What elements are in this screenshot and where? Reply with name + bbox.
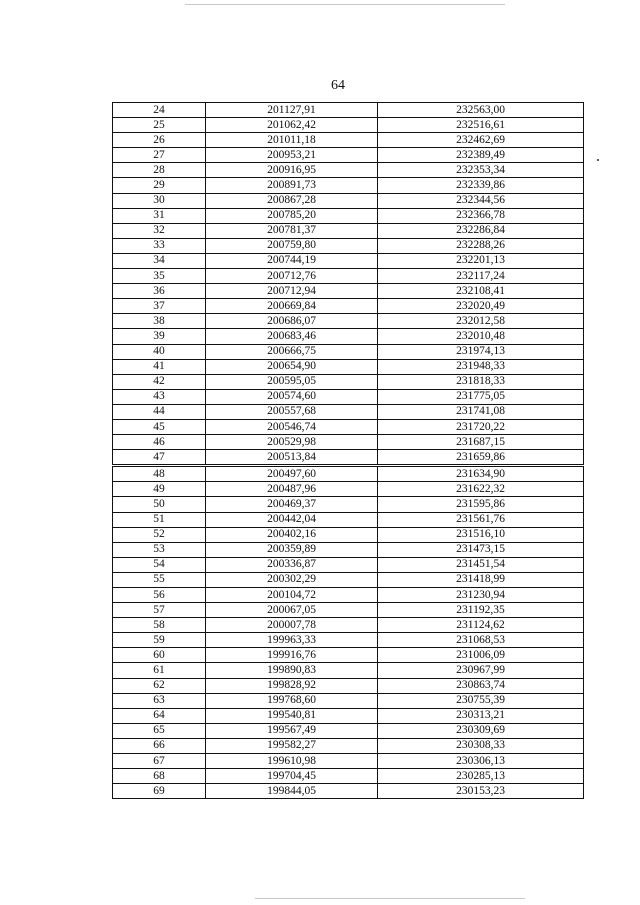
x-coordinate-cell: 200574,60 xyxy=(206,389,378,404)
point-number-cell: 49 xyxy=(113,482,206,497)
x-coordinate-cell: 200546,74 xyxy=(206,419,378,434)
table-row xyxy=(113,512,584,527)
y-coordinate-cell: 231418,99 xyxy=(378,572,584,587)
table-row xyxy=(113,118,584,133)
point-number-cell: 67 xyxy=(113,754,206,769)
point-number-cell: 45 xyxy=(113,419,206,434)
y-coordinate-cell: 230967,99 xyxy=(378,663,584,678)
x-coordinate-cell: 200712,76 xyxy=(206,269,378,284)
y-coordinate-cell: 230313,21 xyxy=(378,708,584,723)
y-coordinate-cell: 232389,49 xyxy=(378,148,584,163)
table-row xyxy=(113,784,584,799)
table-row xyxy=(113,299,584,314)
point-number-cell: 34 xyxy=(113,253,206,268)
point-number-cell: 46 xyxy=(113,435,206,450)
y-coordinate-cell: 230285,13 xyxy=(378,769,584,784)
x-coordinate-cell: 200104,72 xyxy=(206,588,378,603)
point-number-cell: 64 xyxy=(113,708,206,723)
point-number-cell: 50 xyxy=(113,497,206,512)
point-number-cell: 44 xyxy=(113,404,206,419)
x-coordinate-cell: 199540,81 xyxy=(206,708,378,723)
point-number-cell: 24 xyxy=(113,103,206,118)
point-number-cell: 61 xyxy=(113,663,206,678)
x-coordinate-cell: 200595,05 xyxy=(206,374,378,389)
y-coordinate-cell: 230755,39 xyxy=(378,693,584,708)
table-row xyxy=(113,178,584,193)
table-row xyxy=(113,450,584,466)
x-coordinate-cell: 200302,29 xyxy=(206,572,378,587)
y-coordinate-cell: 231595,86 xyxy=(378,497,584,512)
point-number-cell: 42 xyxy=(113,374,206,389)
table-row xyxy=(113,435,584,450)
y-coordinate-cell: 231741,08 xyxy=(378,404,584,419)
y-coordinate-cell: 231720,22 xyxy=(378,419,584,434)
point-number-cell: 59 xyxy=(113,633,206,648)
y-coordinate-cell: 231006,09 xyxy=(378,648,584,663)
x-coordinate-cell: 200683,46 xyxy=(206,329,378,344)
y-coordinate-cell: 231687,15 xyxy=(378,435,584,450)
x-coordinate-cell: 201011,18 xyxy=(206,133,378,148)
table-row xyxy=(113,374,584,389)
table-row xyxy=(113,163,584,178)
x-coordinate-cell: 200712,94 xyxy=(206,284,378,299)
x-coordinate-cell: 199582,27 xyxy=(206,738,378,753)
y-coordinate-cell: 230308,33 xyxy=(378,738,584,753)
table-row xyxy=(113,329,584,344)
y-coordinate-cell: 232344,56 xyxy=(378,193,584,208)
x-coordinate-cell: 200744,19 xyxy=(206,253,378,268)
x-coordinate-cell: 200442,04 xyxy=(206,512,378,527)
y-coordinate-cell: 231659,86 xyxy=(378,450,584,466)
y-coordinate-cell: 231230,94 xyxy=(378,588,584,603)
y-coordinate-cell: 232020,49 xyxy=(378,299,584,314)
table-row xyxy=(113,618,584,633)
point-number-cell: 54 xyxy=(113,557,206,572)
y-coordinate-cell: 231561,76 xyxy=(378,512,584,527)
point-number-cell: 56 xyxy=(113,588,206,603)
table-row xyxy=(113,193,584,208)
y-coordinate-cell: 232117,24 xyxy=(378,269,584,284)
y-coordinate-cell: 231775,05 xyxy=(378,389,584,404)
x-coordinate-cell: 200497,60 xyxy=(206,466,378,482)
x-coordinate-cell: 200867,28 xyxy=(206,193,378,208)
y-coordinate-cell: 231818,33 xyxy=(378,374,584,389)
point-number-cell: 57 xyxy=(113,603,206,618)
y-coordinate-cell: 230153,23 xyxy=(378,784,584,799)
table-row xyxy=(113,404,584,419)
table-row xyxy=(113,723,584,738)
point-number-cell: 47 xyxy=(113,450,206,466)
y-coordinate-cell: 232462,69 xyxy=(378,133,584,148)
x-coordinate-cell: 199704,45 xyxy=(206,769,378,784)
y-coordinate-cell: 231622,32 xyxy=(378,482,584,497)
table-row xyxy=(113,103,584,118)
point-number-cell: 66 xyxy=(113,738,206,753)
table-row xyxy=(113,389,584,404)
x-coordinate-cell: 199828,92 xyxy=(206,678,378,693)
table-row xyxy=(113,663,584,678)
table-row xyxy=(113,133,584,148)
point-number-cell: 41 xyxy=(113,359,206,374)
x-coordinate-cell: 200891,73 xyxy=(206,178,378,193)
y-coordinate-cell: 232339,86 xyxy=(378,178,584,193)
table-row xyxy=(113,359,584,374)
x-coordinate-cell: 200953,21 xyxy=(206,148,378,163)
point-number-cell: 27 xyxy=(113,148,206,163)
y-coordinate-cell: 230863,74 xyxy=(378,678,584,693)
y-coordinate-cell: 232010,48 xyxy=(378,329,584,344)
table-row xyxy=(113,769,584,784)
y-coordinate-cell: 231192,35 xyxy=(378,603,584,618)
y-coordinate-cell: 231068,53 xyxy=(378,633,584,648)
point-number-cell: 30 xyxy=(113,193,206,208)
table-row xyxy=(113,678,584,693)
y-coordinate-cell: 232353,34 xyxy=(378,163,584,178)
table-row xyxy=(113,497,584,512)
table-row xyxy=(113,557,584,572)
point-number-cell: 35 xyxy=(113,269,206,284)
y-coordinate-cell: 230306,13 xyxy=(378,754,584,769)
x-coordinate-cell: 200916,95 xyxy=(206,163,378,178)
table-row xyxy=(113,603,584,618)
x-coordinate-cell: 200686,07 xyxy=(206,314,378,329)
page-number: 64 xyxy=(331,78,345,93)
x-coordinate-cell: 200557,68 xyxy=(206,404,378,419)
x-coordinate-cell: 200759,80 xyxy=(206,238,378,253)
y-coordinate-cell: 231974,13 xyxy=(378,344,584,359)
table-row xyxy=(113,527,584,542)
point-number-cell: 51 xyxy=(113,512,206,527)
table-row xyxy=(113,588,584,603)
x-coordinate-cell: 199916,76 xyxy=(206,648,378,663)
point-number-cell: 36 xyxy=(113,284,206,299)
y-coordinate-cell: 230309,69 xyxy=(378,723,584,738)
table-row xyxy=(113,314,584,329)
point-number-cell: 26 xyxy=(113,133,206,148)
table-row xyxy=(113,419,584,434)
point-number-cell: 37 xyxy=(113,299,206,314)
point-number-cell: 25 xyxy=(113,118,206,133)
x-coordinate-cell: 200513,84 xyxy=(206,450,378,466)
point-number-cell: 52 xyxy=(113,527,206,542)
table-row xyxy=(113,482,584,497)
y-coordinate-cell: 232286,84 xyxy=(378,223,584,238)
table-row xyxy=(113,253,584,268)
y-coordinate-cell: 231516,10 xyxy=(378,527,584,542)
table-row xyxy=(113,708,584,723)
point-number-cell: 43 xyxy=(113,389,206,404)
point-number-cell: 28 xyxy=(113,163,206,178)
x-coordinate-cell: 200469,37 xyxy=(206,497,378,512)
table-row xyxy=(113,693,584,708)
y-coordinate-cell: 232366,78 xyxy=(378,208,584,223)
point-number-cell: 65 xyxy=(113,723,206,738)
x-coordinate-cell: 199963,33 xyxy=(206,633,378,648)
y-coordinate-cell: 231473,15 xyxy=(378,542,584,557)
table-row xyxy=(113,238,584,253)
y-coordinate-cell: 232288,26 xyxy=(378,238,584,253)
table-row xyxy=(113,738,584,753)
table-row xyxy=(113,648,584,663)
y-coordinate-cell: 232201,13 xyxy=(378,253,584,268)
x-coordinate-cell: 200666,75 xyxy=(206,344,378,359)
x-coordinate-cell: 200007,78 xyxy=(206,618,378,633)
scan-edge-bottom xyxy=(255,898,525,899)
y-coordinate-cell: 231948,33 xyxy=(378,359,584,374)
table-row xyxy=(113,542,584,557)
y-coordinate-cell: 232516,61 xyxy=(378,118,584,133)
y-coordinate-cell: 231451,54 xyxy=(378,557,584,572)
point-number-cell: 29 xyxy=(113,178,206,193)
table-row xyxy=(113,284,584,299)
y-coordinate-cell: 232108,41 xyxy=(378,284,584,299)
point-number-cell: 55 xyxy=(113,572,206,587)
point-number-cell: 38 xyxy=(113,314,206,329)
table-row xyxy=(113,754,584,769)
table-row xyxy=(113,466,584,482)
point-number-cell: 40 xyxy=(113,344,206,359)
table-row xyxy=(113,572,584,587)
y-coordinate-cell: 232012,58 xyxy=(378,314,584,329)
x-coordinate-cell: 199890,83 xyxy=(206,663,378,678)
scan-edge-top xyxy=(185,4,505,5)
point-number-cell: 53 xyxy=(113,542,206,557)
x-coordinate-cell: 200067,05 xyxy=(206,603,378,618)
x-coordinate-cell: 199610,98 xyxy=(206,754,378,769)
point-number-cell: 62 xyxy=(113,678,206,693)
coordinates-table xyxy=(112,102,584,799)
point-number-cell: 60 xyxy=(113,648,206,663)
table-row xyxy=(113,148,584,163)
point-number-cell: 63 xyxy=(113,693,206,708)
x-coordinate-cell: 200654,90 xyxy=(206,359,378,374)
table-row xyxy=(113,223,584,238)
scan-speck xyxy=(597,159,599,161)
x-coordinate-cell: 200781,37 xyxy=(206,223,378,238)
point-number-cell: 33 xyxy=(113,238,206,253)
x-coordinate-cell: 200785,20 xyxy=(206,208,378,223)
x-coordinate-cell: 200402,16 xyxy=(206,527,378,542)
point-number-cell: 48 xyxy=(113,466,206,482)
coordinates-table-body xyxy=(113,103,584,799)
table-row xyxy=(113,633,584,648)
point-number-cell: 69 xyxy=(113,784,206,799)
x-coordinate-cell: 201062,42 xyxy=(206,118,378,133)
point-number-cell: 31 xyxy=(113,208,206,223)
x-coordinate-cell: 199567,49 xyxy=(206,723,378,738)
x-coordinate-cell: 200359,89 xyxy=(206,542,378,557)
y-coordinate-cell: 232563,00 xyxy=(378,103,584,118)
x-coordinate-cell: 200336,87 xyxy=(206,557,378,572)
table-row xyxy=(113,269,584,284)
x-coordinate-cell: 200669,84 xyxy=(206,299,378,314)
point-number-cell: 39 xyxy=(113,329,206,344)
table-row xyxy=(113,208,584,223)
y-coordinate-cell: 231634,90 xyxy=(378,466,584,482)
x-coordinate-cell: 200529,98 xyxy=(206,435,378,450)
x-coordinate-cell: 199768,60 xyxy=(206,693,378,708)
point-number-cell: 32 xyxy=(113,223,206,238)
x-coordinate-cell: 200487,96 xyxy=(206,482,378,497)
y-coordinate-cell: 231124,62 xyxy=(378,618,584,633)
x-coordinate-cell: 199844,05 xyxy=(206,784,378,799)
point-number-cell: 58 xyxy=(113,618,206,633)
x-coordinate-cell: 201127,91 xyxy=(206,103,378,118)
point-number-cell: 68 xyxy=(113,769,206,784)
table-row xyxy=(113,344,584,359)
